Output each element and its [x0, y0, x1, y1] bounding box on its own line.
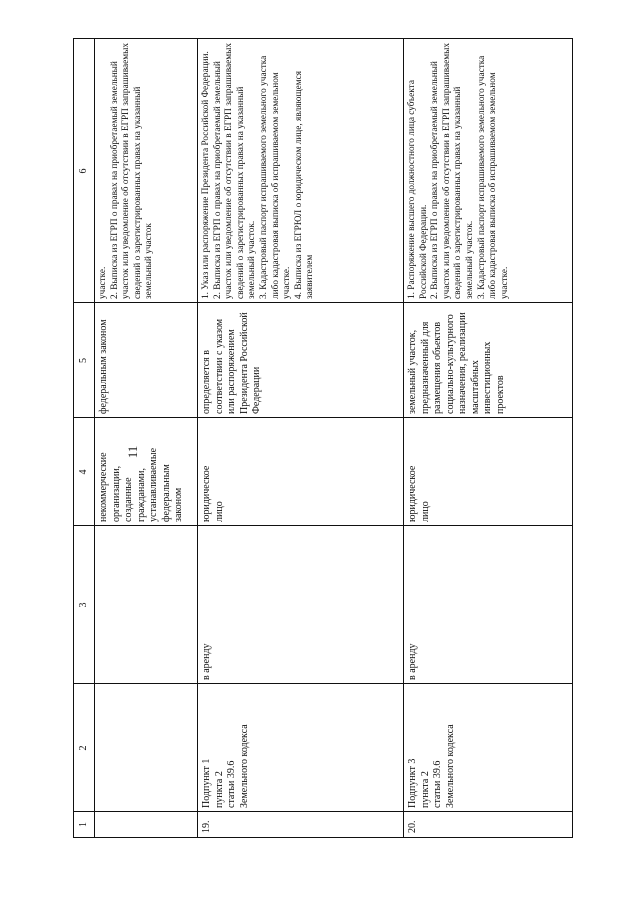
- row-20-documents: 1. Распоряжение высшего должностного лица субъекта Российской Федерации. 2. Выписка из ЕГРП о правах на приобретаемый земельный участок или уведомление об отсутствии в ЕГРП запрашиваемых сведений о зарегистрированных правах на указанный земельный участок. 3. Кадастровый паспорт испрашиваемого земельного участка либо кадастровая выписка об испрашиваемом земельном участке.: [407, 42, 510, 299]
- column-header-1: 1: [78, 822, 89, 827]
- column-header-5: 5: [78, 358, 89, 363]
- continued-row-documents: участке. 2. Выписка из ЕГРП о правах на приобретаемый земельный участок или уведомление об отсутствии в ЕГРП запрашиваемых сведений о зарегистрированных правах на указанный земельный участок: [98, 42, 155, 299]
- continued-row-plot: федеральным законом: [98, 319, 109, 414]
- row-20-number: 20.: [407, 820, 418, 833]
- land-plot-table: [73, 38, 573, 838]
- row-19-plot: определяется в соответствии с указом или распоряжением Президента Российской Федерации: [201, 312, 262, 414]
- row-19-basis: Подпункт 1 пункта 2 статьи 39.6 Земельного кодекса: [201, 724, 250, 808]
- row-19-right-type: в аренду: [201, 643, 212, 680]
- column-header-6: 6: [78, 168, 89, 174]
- continued-row-right-type: [94, 526, 197, 684]
- page-number: 11: [125, 445, 140, 459]
- column-header-2: 2: [78, 745, 89, 751]
- continued-row-basis: [94, 684, 197, 812]
- continued-row-number: [94, 812, 197, 837]
- row-20-right-type: в аренду: [407, 643, 418, 680]
- column-header-3: 3: [78, 602, 89, 608]
- row-19-applicant: юридическое лицо: [201, 465, 225, 522]
- column-header-4: 4: [78, 469, 89, 475]
- row-20-basis: Подпункт 3 пункта 2 статьи 39.6 Земельного кодекса: [407, 724, 456, 808]
- row-20-applicant: юридическое лицо: [407, 465, 431, 522]
- continued-row-applicant: некоммерческие организации, созданные гражданами, устанавливаемые федеральным законом: [98, 447, 184, 522]
- row-19-number: 19.: [201, 820, 212, 833]
- row-19-documents: 1. Указ или распоряжение Президента Российской Федерации. 2. Выписка из ЕГРП о правах на приобретаемый земельный участок или уведомление об отсутствии в ЕГРП запрашиваемых сведений о зарегистрированных правах на указанный земельный участок. 3. Кадастровый паспорт испрашиваемого земельного участка либо кадастровая выписка об испрашиваемом земельном участке. 4. Выписка из ЕГРЮЛ о юридическом лице, являющемся заявителем: [201, 42, 316, 299]
- row-20-plot: земельный участок, предназначенный для размещения объектов социально-культурного назначения, реализации масштабных инвестиционных проектов: [407, 312, 506, 414]
